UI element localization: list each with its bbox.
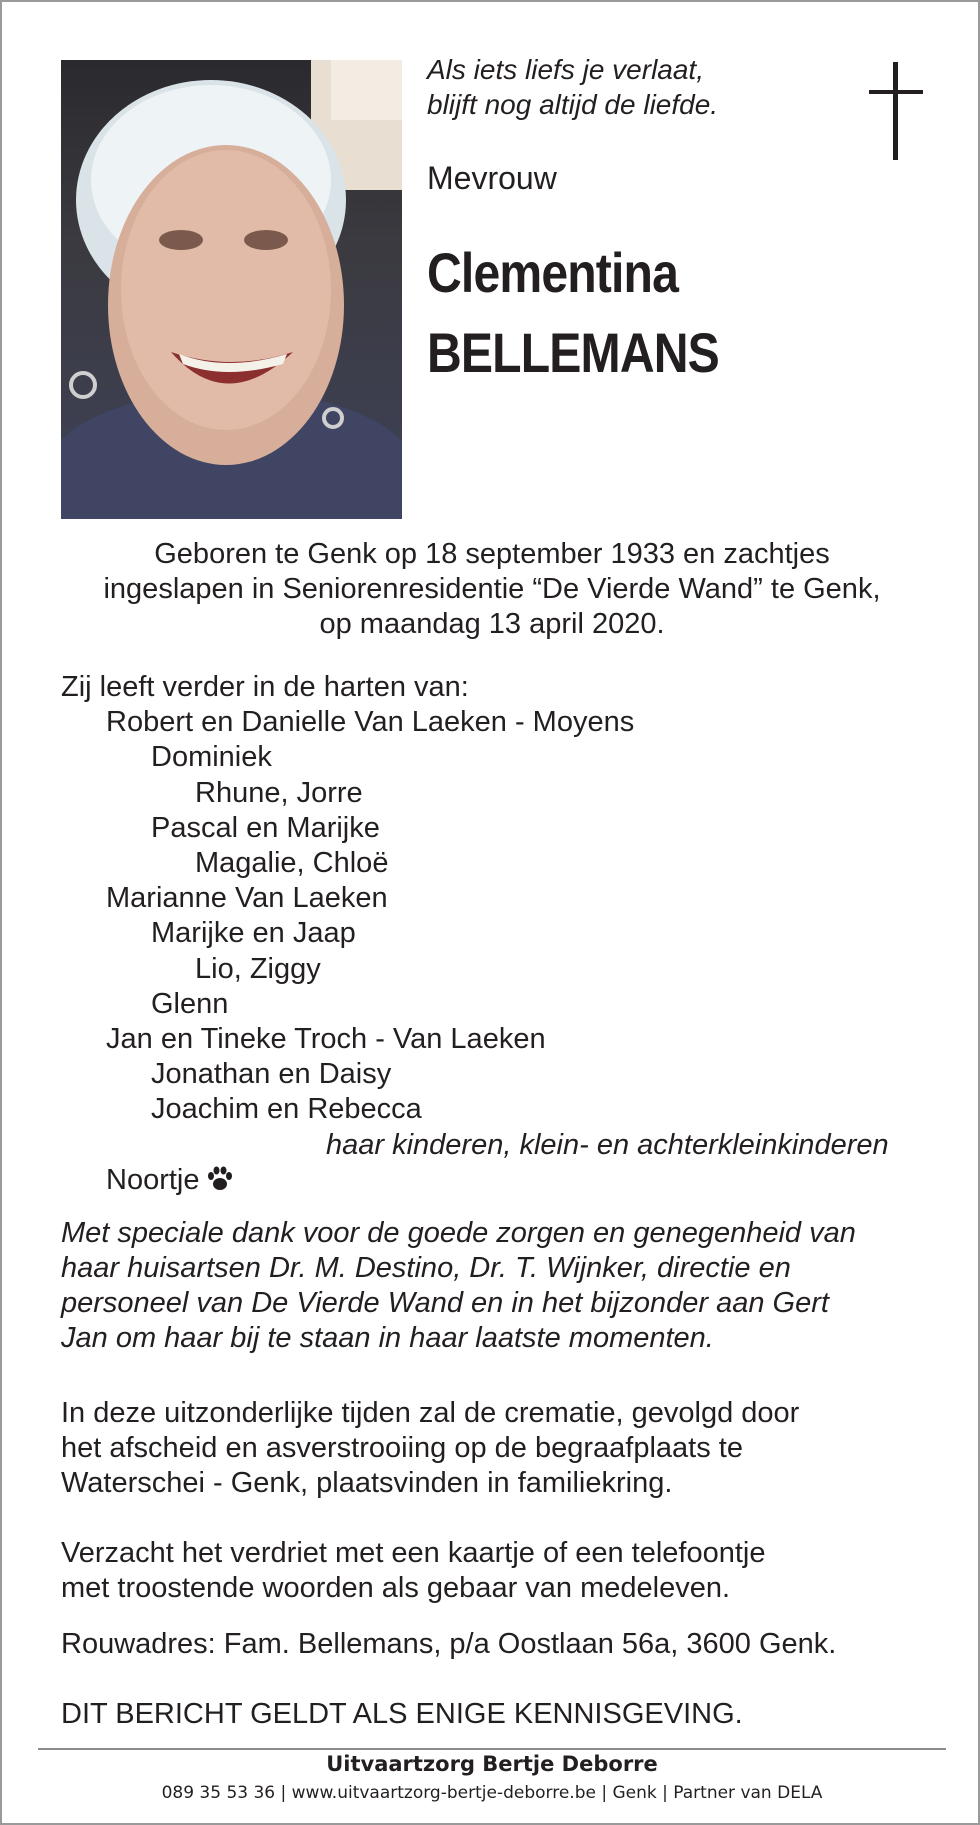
deceased-first-name: Clementina — [427, 241, 678, 304]
family-member: Joachim en Rebecca — [151, 1093, 422, 1126]
ceremony-paragraph — [61, 1396, 799, 1501]
thanks-line: Jan om haar bij te staan in haar laatste momenten. — [61, 1322, 714, 1354]
family-intro: Zij leeft verder in de harten van: — [61, 671, 469, 703]
thanks-line: personeel van De Vierde Wand en in het bijzonder aan Gert — [61, 1287, 829, 1319]
portrait-photo — [61, 60, 402, 519]
family-member: Rhune, Jorre — [195, 776, 363, 809]
statement-line: op maandag 13 april 2020. — [319, 608, 665, 640]
comfort-paragraph — [61, 1536, 765, 1606]
memorial-quote — [427, 52, 718, 122]
comfort-line: Verzacht het verdriet met een kaartje of een telefoontje — [61, 1537, 766, 1569]
statement-line: ingeslapen in Seniorenresidentie “De Vierde Wand” te Genk, — [103, 573, 881, 605]
pet-name: Noortje — [106, 1163, 200, 1196]
notice-statement: DIT BERICHT GELDT ALS ENIGE KENNISGEVING. — [61, 1698, 743, 1730]
family-member: Pascal en Marijke — [151, 811, 380, 844]
salutation: Mevrouw — [427, 160, 557, 196]
mourning-address: Rouwadres: Fam. Bellemans, p/a Oostlaan 56a, 3600 Genk. — [61, 1628, 837, 1660]
thanks-paragraph — [61, 1216, 856, 1356]
comfort-line: met troostende woorden als gebaar van medeleven. — [61, 1572, 731, 1604]
family-list — [61, 670, 889, 1201]
ceremony-line: het afscheid en asverstrooiing op de begraafplaats te — [61, 1432, 743, 1464]
deceased-last-name: BELLEMANS — [427, 321, 719, 384]
thanks-line: haar huisartsen Dr. M. Destino, Dr. T. Wijnker, directie en — [61, 1252, 791, 1284]
quote-line: Als iets liefs je verlaat, — [427, 54, 704, 85]
family-member: Jonathan en Daisy — [151, 1058, 392, 1091]
family-member: Magalie, Chloë — [195, 847, 389, 880]
family-member: Marijke en Jaap — [151, 917, 356, 950]
funeral-home-contact: 089 35 53 36 | www.uitvaartzorg-bertje-deborre.be | Genk | Partner van DELA — [161, 1783, 823, 1803]
cross-icon — [866, 62, 926, 167]
birth-death-statement — [42, 537, 942, 642]
thanks-line: Met speciale dank voor de goede zorgen en genegenheid van — [61, 1217, 856, 1249]
portrait-illustration — [61, 60, 402, 519]
funeral-home-name: Uitvaartzorg Bertje Deborre — [326, 1752, 658, 1776]
family-member: Jan en Tineke Troch - Van Laeken — [106, 1023, 546, 1056]
quote-line: blijft nog altijd de liefde. — [427, 89, 719, 120]
family-member: Marianne Van Laeken — [106, 882, 388, 915]
family-member: Lio, Ziggy — [195, 952, 321, 985]
paw-icon — [206, 1166, 234, 1201]
footer-divider — [38, 1748, 946, 1750]
family-member: Robert en Danielle Van Laeken - Moyens — [106, 706, 635, 739]
family-relation: haar kinderen, klein- en achterkleinkinderen — [326, 1128, 889, 1161]
family-member: Dominiek — [151, 741, 272, 774]
ceremony-line: Waterschei - Genk, plaatsvinden in familiekring. — [61, 1467, 673, 1499]
ceremony-line: In deze uitzonderlijke tijden zal de crematie, gevolgd door — [61, 1397, 800, 1429]
family-pet — [61, 1163, 889, 1201]
statement-line: Geboren te Genk op 18 september 1933 en zachtjes — [154, 538, 830, 570]
family-member: Glenn — [151, 987, 229, 1020]
